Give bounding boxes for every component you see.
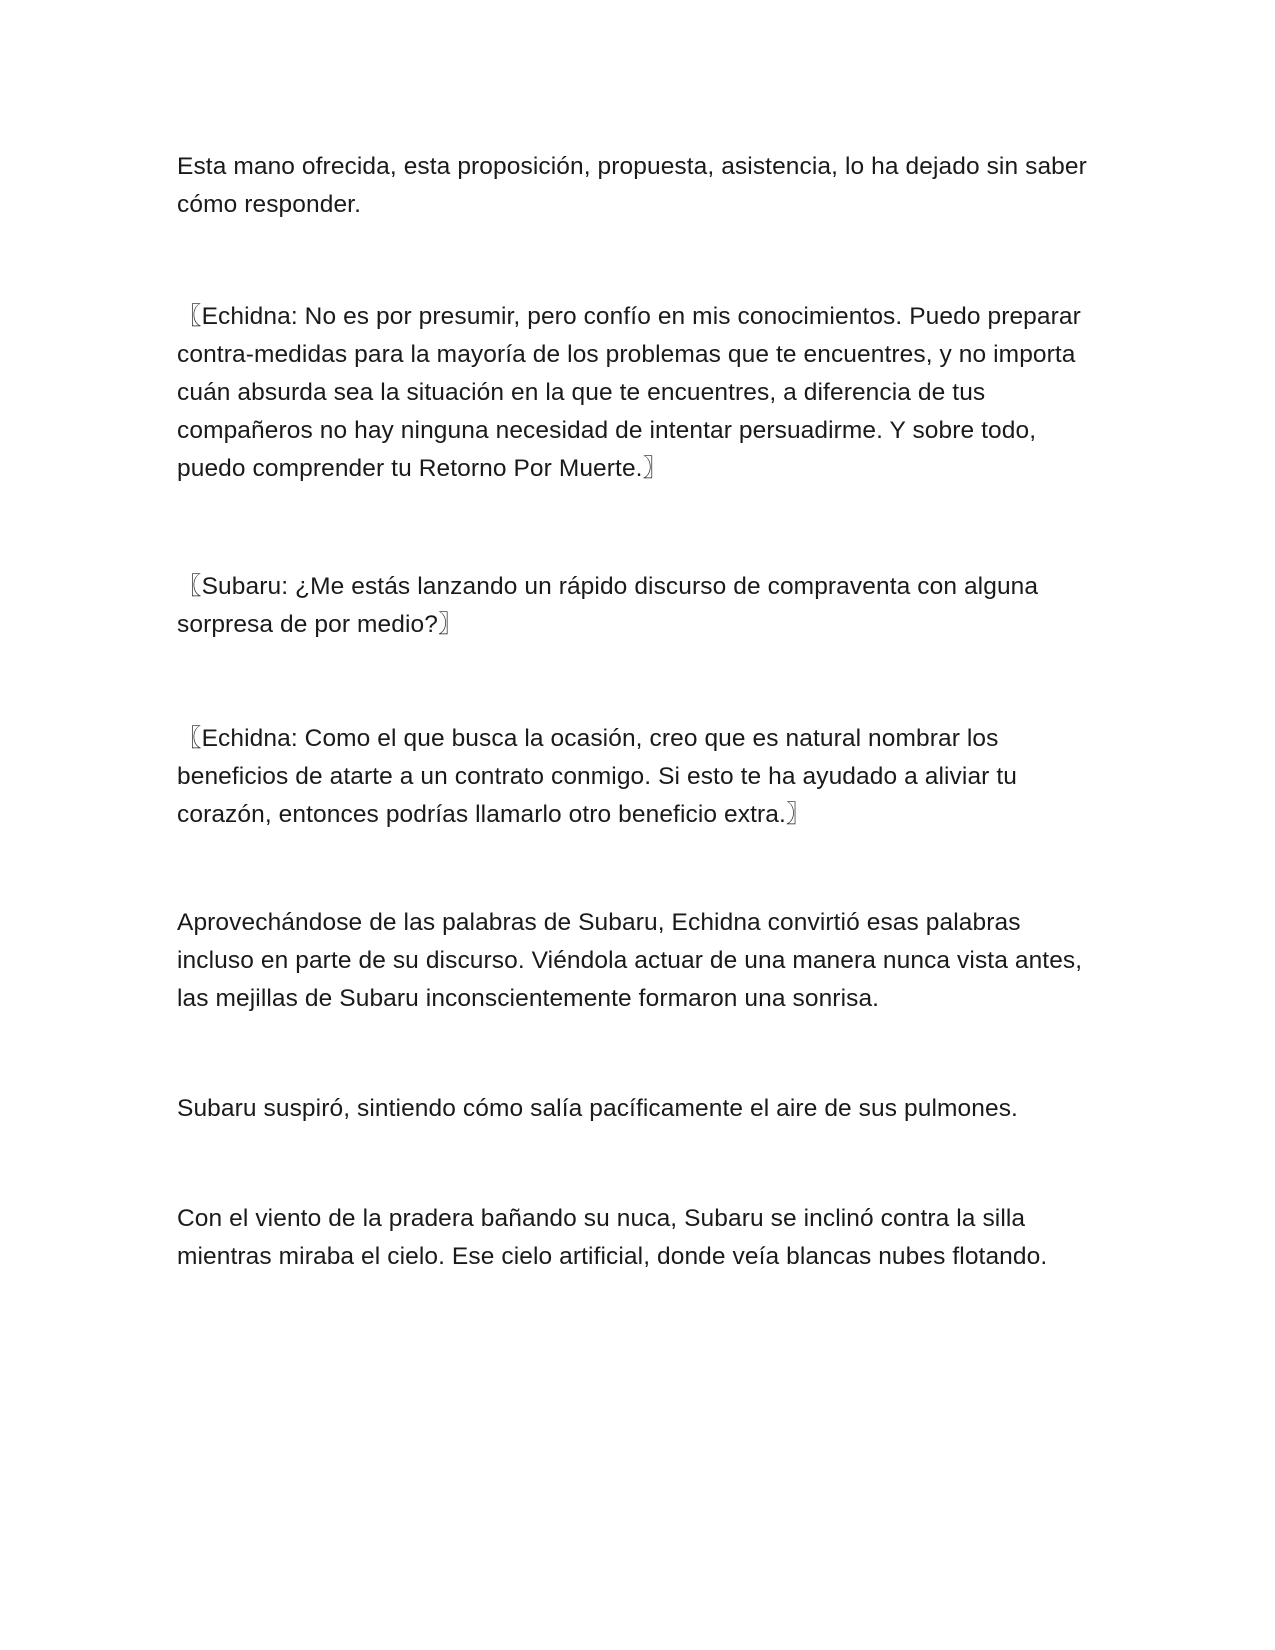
paragraph-narration-2: Aprovechándose de las palabras de Subaru, Echidna convirtió esas palabras incluso en parte de su discurso. Viéndola actuar de una manera nunca vista antes, las mejillas de Subaru inconscientemente formaron una sonrisa. [177,909,1083,1012]
paragraph-narration-4: Con el viento de la pradera bañando su nuca, Subaru se inclinó contra la silla mientras miraba el cielo. Ese cielo artificial, donde veía blancas nubes flotando. [177,1205,1048,1270]
paragraph-dialogue-subaru: 〖Subaru: ¿Me estás lanzando un rápido discurso de compraventa con alguna sorpresa de por medio?〗 [177,573,1039,638]
paragraph-narration-3: Subaru suspiró, sintiendo cómo salía pacíficamente el aire de sus pulmones. [177,1095,1018,1122]
paragraph-narration-1: Esta mano ofrecida, esta proposición, propuesta, asistencia, lo ha dejado sin saber cómo responder. [177,153,1087,218]
paragraph-dialogue-echidna-1: 〖Echidna: No es por presumir, pero confío en mis conocimientos. Puedo preparar contra-medidas para la mayoría de los problemas que te encuentres, y no importa cuán absurda sea la situación en la que te encuentres, a diferencia de tus compañeros no hay ninguna necesidad de intentar persuadirme. Y sobre todo, puedo comprender tu Retorno Por Muerte.〗 [177,303,1081,482]
paragraph-dialogue-echidna-2: 〖Echidna: Como el que busca la ocasión, creo que es natural nombrar los beneficios de atarte a un contrato conmigo. Si esto te ha ayudado a aliviar tu corazón, entonces podrías llamarlo otro beneficio extra.〗 [177,725,1017,828]
document-body [177,148,1097,1276]
